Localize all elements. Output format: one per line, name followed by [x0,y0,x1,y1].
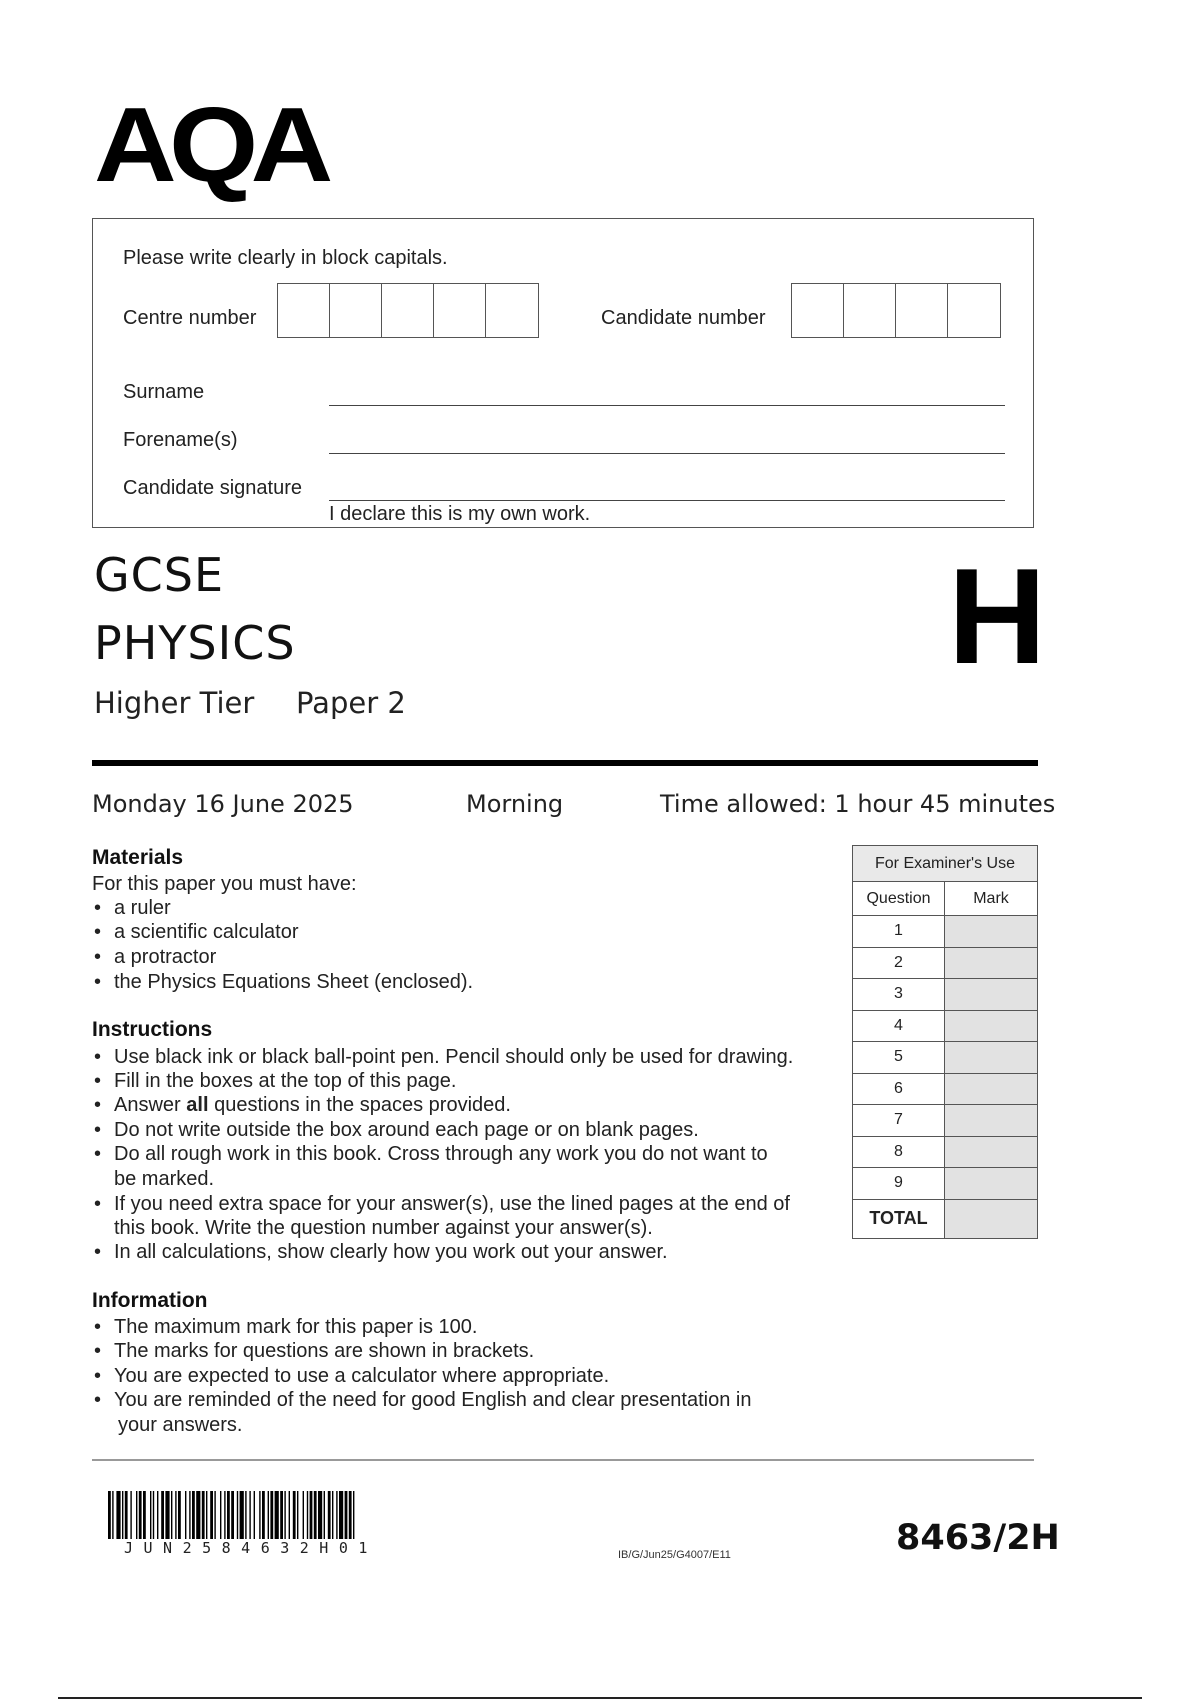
instruction-item-cont: be marked. [114,1168,215,1190]
instruction-text: Answer [114,1094,181,1116]
bullet: • [94,1365,102,1387]
mark-cell [945,1136,1038,1168]
instruction-item: Do all rough work in this book. Cross through any work you do not want to [114,1143,768,1165]
exam-date: Monday 16 June 2025 [92,790,354,818]
surname-label: Surname [123,381,205,403]
mark-cell [945,916,1038,948]
instruction-item: If you need extra space for your answer(s), use the lined pages at the end of [114,1193,790,1215]
question-number: 1 [853,916,945,948]
bullet: • [94,1119,102,1141]
materials-item: a protractor [114,946,217,968]
materials-item: a scientific calculator [114,921,299,943]
forenames-label: Forename(s) [123,429,238,451]
centre-digit-box[interactable] [278,284,330,337]
signature-field[interactable] [329,500,1005,501]
information-item: You are expected to use a calculator where appropriate. [114,1365,610,1387]
page-bottom-rule [58,1697,1142,1699]
bullet: • [94,1143,102,1165]
bullet: • [94,946,102,968]
question-number: 4 [853,1010,945,1042]
paper-code: 8463/2H [896,1518,1060,1558]
total-label: TOTAL [853,1199,945,1238]
centre-number-label: Centre number [123,307,257,329]
bullet: • [94,1094,102,1116]
mark-cell [945,1105,1038,1137]
mark-cell [945,979,1038,1011]
candidate-number-boxes[interactable] [791,283,1001,338]
information-item: You are reminded of the need for good English and clear presentation in [114,1389,752,1411]
tier-letter: H [948,540,1047,692]
mark-cell [945,1042,1038,1074]
instruction-item-cont: this book. Write the question number against your answer(s). [114,1217,653,1239]
paper-label: Paper 2 [296,686,406,720]
total-mark-cell [945,1199,1038,1238]
candidate-digit-box[interactable] [948,284,1000,337]
question-number: 2 [853,947,945,979]
bullet: • [94,1340,102,1362]
question-number: 5 [853,1042,945,1074]
materials-heading: Materials [92,846,184,869]
centre-digit-box[interactable] [382,284,434,337]
barcode [108,1491,486,1539]
bullet: • [94,1316,102,1338]
bullet: • [94,921,102,943]
mark-cell [945,1010,1038,1042]
centre-digit-box[interactable] [486,284,538,337]
bullet: • [94,1193,102,1215]
bullet: • [94,1241,102,1263]
instruction-text: questions in the spaces provided. [214,1094,511,1116]
subject-title: PHYSICS [94,616,296,670]
question-number: 7 [853,1105,945,1137]
materials-item: the Physics Equations Sheet (enclosed). [114,971,474,993]
instruction-item: Do not write outside the box around each page or on blank pages. [114,1119,699,1141]
bullet: • [94,1046,102,1068]
mark-cell [945,1073,1038,1105]
qualification-title: GCSE [94,548,225,602]
question-number: 6 [853,1073,945,1105]
centre-digit-box[interactable] [434,284,486,337]
candidate-digit-box[interactable] [792,284,844,337]
question-column-header: Question [853,882,945,916]
centre-number-boxes[interactable] [277,283,539,338]
instruction-emphasis: all [186,1094,209,1116]
bullet: • [94,897,102,919]
instruction-item: Use black ink or black ball-point pen. Pencil should only be used for drawing. [114,1046,794,1068]
question-number: 8 [853,1136,945,1168]
mark-cell [945,947,1038,979]
information-item: The marks for questions are shown in brackets. [114,1340,535,1362]
time-allowed: Time allowed: 1 hour 45 minutes [660,790,1056,818]
title-divider [92,760,1038,766]
instruction-item: Fill in the boxes at the top of this page. [114,1070,457,1092]
instructions-heading: Instructions [92,1018,213,1041]
examiner-use-table [852,845,1038,1239]
instruction-item: In all calculations, show clearly how you work out your answer. [114,1241,668,1263]
signature-label: Candidate signature [123,477,303,499]
mark-column-header: Mark [945,882,1038,916]
instruction-item [114,1093,511,1117]
bullet: • [94,1070,102,1092]
tier-label: Higher Tier [94,686,255,720]
examiner-table-title: For Examiner's Use [853,846,1038,882]
exam-session: Morning [466,790,564,818]
information-heading: Information [92,1289,208,1312]
mark-cell [945,1168,1038,1200]
aqa-logo: AQA [94,86,326,204]
footer-divider [92,1459,1034,1461]
bullet: • [94,1389,102,1411]
own-work-declaration: I declare this is my own work. [329,503,591,525]
materials-item: a ruler [114,897,171,919]
candidate-details-box [92,218,1034,528]
materials-intro: For this paper you must have: [92,873,357,895]
surname-field[interactable] [329,405,1005,406]
candidate-digit-box[interactable] [896,284,948,337]
information-item: The maximum mark for this paper is 100. [114,1316,478,1338]
barcode-text: JUN2584632H01 [124,1539,378,1557]
block-capitals-instruction: Please write clearly in block capitals. [123,247,448,269]
candidate-digit-box[interactable] [844,284,896,337]
centre-digit-box[interactable] [330,284,382,337]
candidate-number-label: Candidate number [601,307,766,329]
question-number: 9 [853,1168,945,1200]
reference-code: IB/G/Jun25/G4007/E11 [618,1549,731,1561]
information-item-cont: your answers. [118,1414,243,1436]
question-number: 3 [853,979,945,1011]
forenames-field[interactable] [329,453,1005,454]
bullet: • [94,971,102,993]
